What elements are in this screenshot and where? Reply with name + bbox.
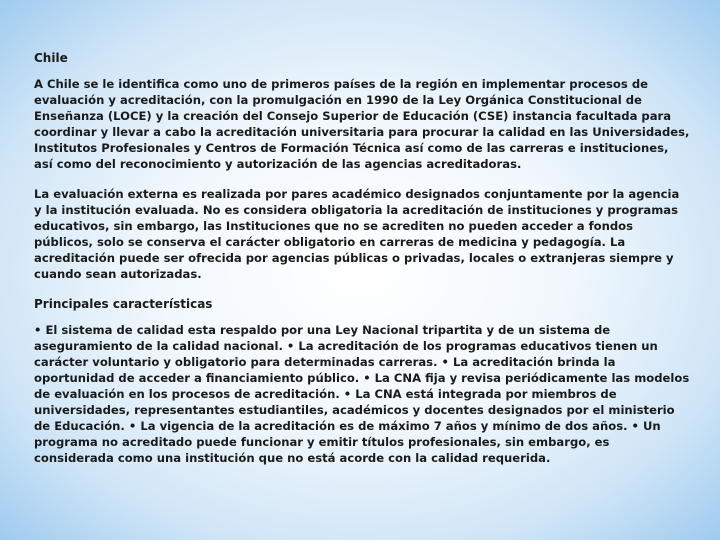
slide-content bbox=[34, 50, 690, 466]
paragraph-features-list: • El sistema de calidad esta respaldo por una Ley Nacional tripartita y de un sistema de aseguramiento de la calidad nacional. • La acreditación de los programas educativos tienen un carácter voluntario y obligatorio para determinadas carreras. • La acreditación brinda la oportunidad de acceder a financiamiento público. • La CNA fija y revisa periódicamente las modelos de evaluación en los procesos de acreditación. • La CNA está integrada por miembros de universidades, representantes estudiantiles, académicos y docentes designados por el ministerio de Educación. • La vigencia de la acreditación es de máximo 7 años y mínimo de dos años. • Un programa no acreditado puede funcionar y emitir títulos profesionales, sin embargo, es considerada como una institución que no está acorde con la calidad requerida. bbox=[34, 323, 690, 465]
chile-heading: Chile bbox=[34, 51, 68, 65]
paragraph-external-evaluation: La evaluación externa es realizada por pares académico designados conjuntamente por la agencia y la institución evaluada. No es considera obligatoria la acreditación de instituciones y programas educativos, sin embargo, las Instituciones que no se acrediten no pueden acceder a fondos públicos, solo se conserva el carácter obligatorio en carreras de medicina y pedagogía. La acreditación puede ser ofrecida por agencias públicas o privadas, locales o extranjeras siempre y cuando sean autorizadas. bbox=[34, 187, 680, 281]
paragraph-accreditation-history: A Chile se le identifica como uno de primeros países de la región en implementar procesos de evaluación y acreditación, con la promulgación en 1990 de la Ley Orgánica Constitucional de Enseñanza (LOCE) y la creación del Consejo Superior de Educación (CSE) instancia facultada para coordinar y llevar a cabo la acreditación universitaria para procurar la calidad en las Universidades, Institutos Profesionales y Centros de Formación Técnica así como de las carreras e instituciones, así como del reconocimiento y autorización de las agencias acreditadoras. bbox=[34, 77, 690, 171]
features-heading: Principales características bbox=[34, 297, 213, 311]
